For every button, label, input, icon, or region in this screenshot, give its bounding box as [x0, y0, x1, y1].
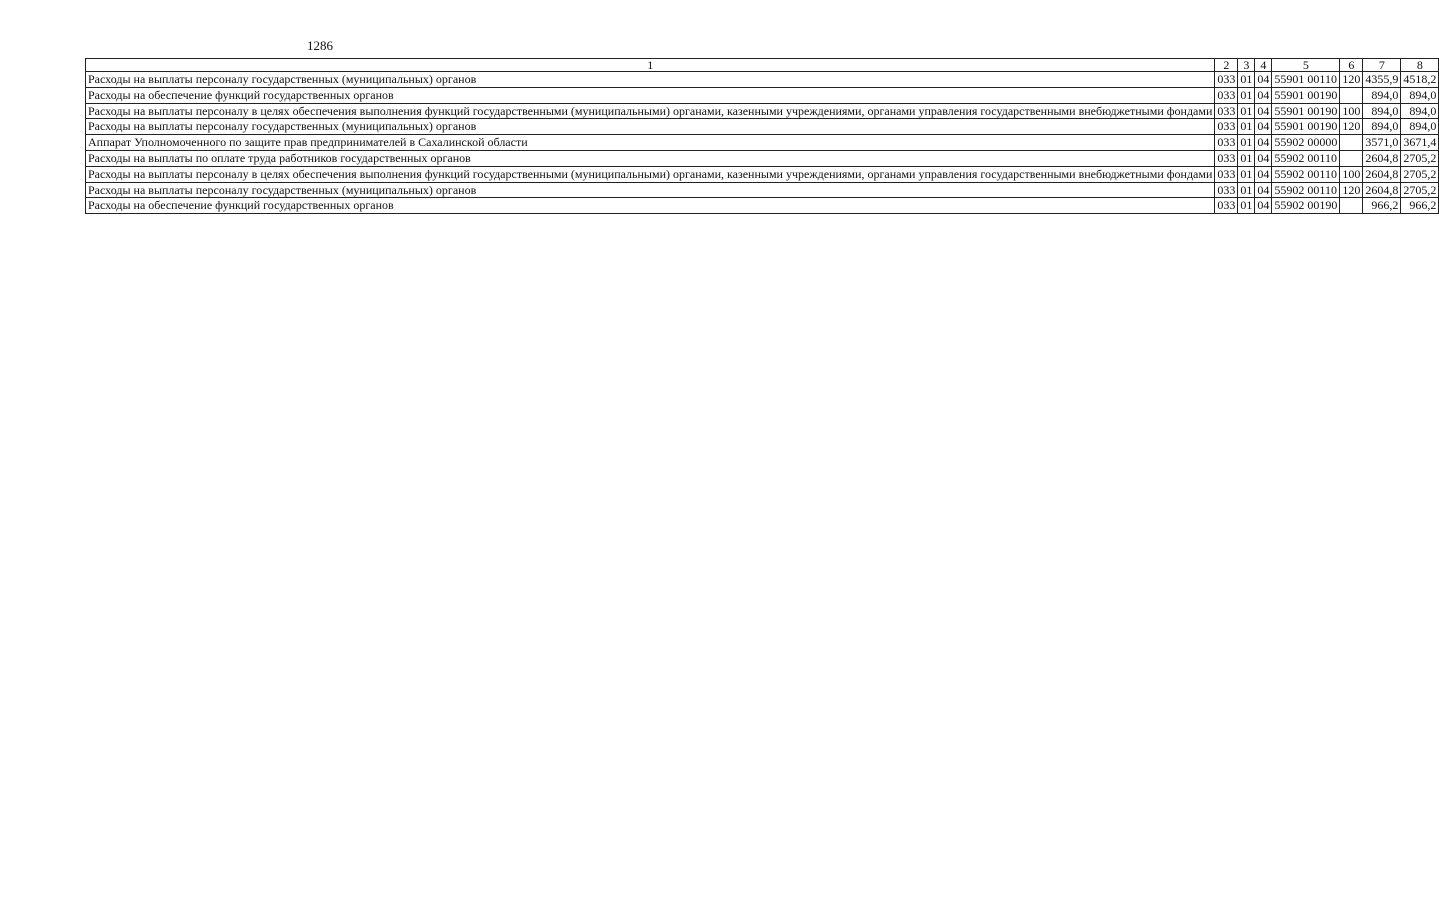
column-header: 7 [1363, 59, 1401, 72]
amount-year-1: 2604,8 [1363, 182, 1401, 198]
subsection-code: 04 [1255, 198, 1272, 214]
expense-name: Расходы на выплаты по оплате труда работников государственных органов [86, 150, 1215, 166]
amount-year-1: 966,2 [1363, 198, 1401, 214]
expense-name: Расходы на обеспечение функций государственных органов [86, 87, 1215, 103]
section-code: 01 [1238, 135, 1255, 151]
expense-name: Расходы на выплаты персоналу в целях обеспечения выполнения функций государственными (муниципальными) органами, казенными учреждениями, органами управления государственными внебюджетными фондами [86, 103, 1215, 119]
expense-type-code [1340, 198, 1363, 214]
table-row [86, 87, 1439, 103]
target-article-code: 55901 00190 [1272, 87, 1340, 103]
section-code: 01 [1238, 166, 1255, 182]
amount-year-1: 894,0 [1363, 87, 1401, 103]
expense-name: Расходы на выплаты персоналу государственных (муниципальных) органов [86, 72, 1215, 88]
table-row [86, 103, 1439, 119]
expense-type-code [1340, 135, 1363, 151]
column-header-row [86, 59, 1439, 72]
amount-year-2: 2705,2 [1401, 182, 1439, 198]
amount-year-2: 2705,2 [1401, 150, 1439, 166]
section-code: 01 [1238, 182, 1255, 198]
section-code: 01 [1238, 72, 1255, 88]
amount-year-1: 4355,9 [1363, 72, 1401, 88]
column-header: 8 [1401, 59, 1439, 72]
target-article-code: 55902 00190 [1272, 198, 1340, 214]
expense-name: Расходы на выплаты персоналу государственных (муниципальных) органов [86, 182, 1215, 198]
ministry-code: 033 [1215, 166, 1238, 182]
expense-type-code [1340, 87, 1363, 103]
expense-type-code: 100 [1340, 166, 1363, 182]
column-header: 4 [1255, 59, 1272, 72]
amount-year-1: 894,0 [1363, 119, 1401, 135]
amount-year-2: 894,0 [1401, 119, 1439, 135]
target-article-code: 55902 00000 [1272, 135, 1340, 151]
target-article-code: 55901 00190 [1272, 103, 1340, 119]
table-row [86, 119, 1439, 135]
ministry-code: 033 [1215, 103, 1238, 119]
expense-type-code: 120 [1340, 119, 1363, 135]
section-code: 01 [1238, 103, 1255, 119]
subsection-code: 04 [1255, 119, 1272, 135]
amount-year-1: 2604,8 [1363, 166, 1401, 182]
target-article-code: 55902 00110 [1272, 166, 1340, 182]
ministry-code: 033 [1215, 119, 1238, 135]
amount-year-1: 3571,0 [1363, 135, 1401, 151]
amount-year-2: 4518,2 [1401, 72, 1439, 88]
table-row [86, 72, 1439, 88]
target-article-code: 55902 00110 [1272, 150, 1340, 166]
section-code: 01 [1238, 119, 1255, 135]
ministry-code: 033 [1215, 198, 1238, 214]
subsection-code: 04 [1255, 72, 1272, 88]
expense-name: Расходы на выплаты персоналу в целях обеспечения выполнения функций государственными (муниципальными) органами, казенными учреждениями, органами управления государственными внебюджетными фондами [86, 166, 1215, 182]
amount-year-2: 2705,2 [1401, 166, 1439, 182]
section-code: 01 [1238, 150, 1255, 166]
table-row [86, 150, 1439, 166]
ministry-code: 033 [1215, 87, 1238, 103]
target-article-code: 55901 00190 [1272, 119, 1340, 135]
column-header: 6 [1340, 59, 1363, 72]
amount-year-2: 894,0 [1401, 87, 1439, 103]
table-row [86, 198, 1439, 214]
subsection-code: 04 [1255, 150, 1272, 166]
expense-name: Расходы на обеспечение функций государственных органов [86, 198, 1215, 214]
section-code: 01 [1238, 198, 1255, 214]
column-header: 1 [86, 59, 1215, 72]
subsection-code: 04 [1255, 87, 1272, 103]
budget-table [85, 58, 1439, 214]
subsection-code: 04 [1255, 103, 1272, 119]
amount-year-2: 894,0 [1401, 103, 1439, 119]
expense-name: Расходы на выплаты персоналу государственных (муниципальных) органов [86, 119, 1215, 135]
ministry-code: 033 [1215, 72, 1238, 88]
expense-name: Аппарат Уполномоченного по защите прав предпринимателей в Сахалинской области [86, 135, 1215, 151]
amount-year-1: 2604,8 [1363, 150, 1401, 166]
amount-year-1: 894,0 [1363, 103, 1401, 119]
table-row [86, 182, 1439, 198]
expense-type-code: 100 [1340, 103, 1363, 119]
target-article-code: 55901 00110 [1272, 72, 1340, 88]
amount-year-2: 3671,4 [1401, 135, 1439, 151]
page-number: 1286 [307, 38, 333, 53]
expense-type-code: 120 [1340, 182, 1363, 198]
section-code: 01 [1238, 87, 1255, 103]
table-row [86, 135, 1439, 151]
ministry-code: 033 [1215, 182, 1238, 198]
subsection-code: 04 [1255, 135, 1272, 151]
expense-type-code: 120 [1340, 72, 1363, 88]
column-header: 3 [1238, 59, 1255, 72]
amount-year-2: 966,2 [1401, 198, 1439, 214]
table-row [86, 166, 1439, 182]
expense-type-code [1340, 150, 1363, 166]
ministry-code: 033 [1215, 135, 1238, 151]
target-article-code: 55902 00110 [1272, 182, 1340, 198]
column-header: 5 [1272, 59, 1340, 72]
column-header: 2 [1215, 59, 1238, 72]
subsection-code: 04 [1255, 166, 1272, 182]
ministry-code: 033 [1215, 150, 1238, 166]
subsection-code: 04 [1255, 182, 1272, 198]
